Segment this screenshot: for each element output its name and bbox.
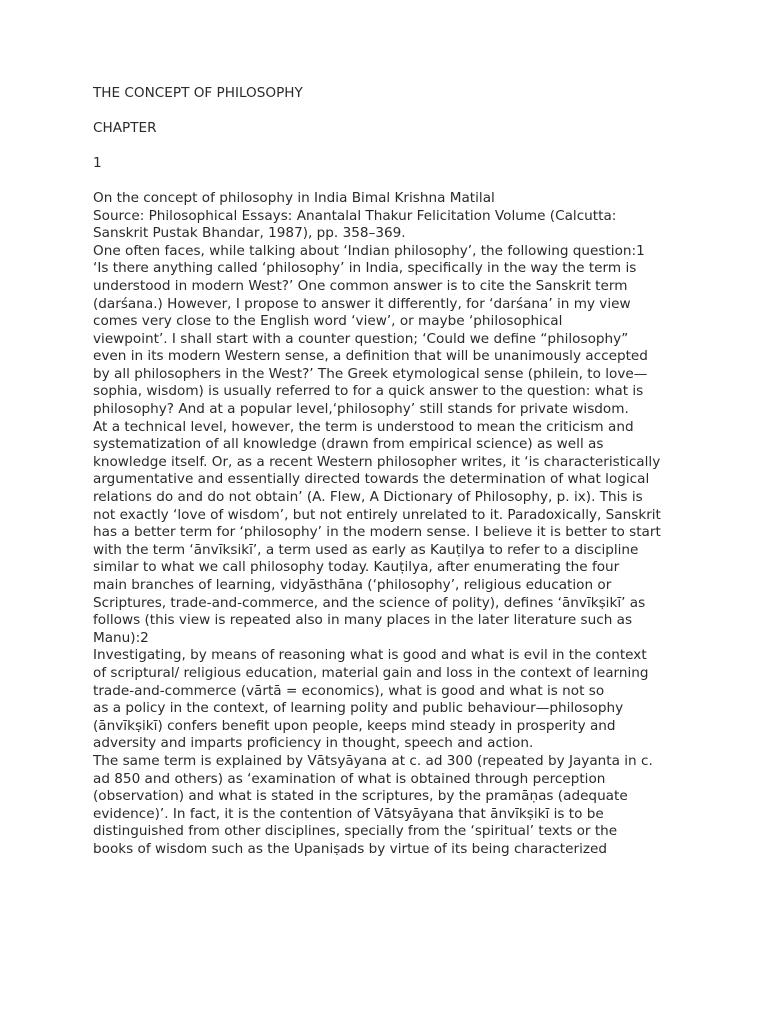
chapter-label: CHAPTER: [93, 119, 157, 136]
paragraph-line: books of wisdom such as the Upaniṣads by virtue of its being characterized: [93, 840, 607, 857]
source-citation: [93, 208, 683, 243]
paragraph-line: viewpoint’. I shall start with a counter question; ‘Could we define “philosophy”: [93, 330, 629, 347]
paragraph-line: distinguished from other disciplines, specially from the ‘spiritual’ texts or the: [93, 823, 618, 840]
paragraph-line: similar to what we call philosophy today. Kauṭilya, after enumerating the four: [93, 559, 620, 576]
chapter-heading: On the concept of philosophy in India Bimal Krishna Matilal: [93, 189, 495, 206]
paragraph-line: knowledge itself. Or, as a recent Western philosopher writes, it ‘is characteristically: [93, 453, 661, 470]
paragraph-line: of scriptural/ religious education, material gain and loss in the context of learning: [93, 664, 649, 681]
paragraph-line: (darśana.) However, I propose to answer it differently, for ‘darśana’ in my view: [93, 295, 631, 312]
paragraph-line: trade-and-commerce (vārtā = economics), what is good and what is not so: [93, 682, 605, 699]
paragraph-line: main branches of learning, vidyāsthāna (‘philosophy’, religious education or: [93, 577, 612, 594]
paragraph-line: follows (this view is repeated also in many places in the later literature such as: [93, 612, 633, 629]
chapter-number: 1: [93, 154, 102, 171]
paragraph-line: (ānvīkṣikī) confers benefit upon people, keeps mind steady in prosperity and: [93, 717, 616, 734]
paragraph-line: relations do and do not obtain’ (A. Flew, A Dictionary of Philosophy, p. ix). This is: [93, 489, 643, 506]
paragraph-line: adversity and imparts proficiency in thought, speech and action.: [93, 735, 534, 752]
paragraph-line: At a technical level, however, the term is understood to mean the criticism and: [93, 418, 634, 435]
paragraph-line: has a better term for ‘philosophy’ in the modern sense. I believe it is better to start: [93, 524, 661, 541]
paragraph-line: with the term ‘ānvīksikī’, a term used as early as Kauṭilya to refer to a discipline: [93, 541, 639, 558]
paragraph-2: [93, 647, 683, 753]
paragraph-line: philosophy? And at a popular level,‘philosophy’ still stands for private wisdom.: [93, 401, 629, 418]
paragraph-line: (observation) and what is stated in the scriptures, by the pramāṇas (adequate: [93, 788, 628, 805]
paragraph-line: argumentative and essentially directed towards the determination of what logical: [93, 471, 650, 488]
source-line: Sanskrit Pustak Bhandar, 1987), pp. 358–369.: [93, 225, 406, 242]
paragraph-line: Manu):2: [93, 629, 149, 646]
paragraph-line: ‘Is there anything called ‘philosophy’ in India, specifically in the way the term is: [93, 260, 637, 277]
paragraph-line: comes very close to the English word ‘view’, or maybe ‘philosophical: [93, 313, 563, 330]
source-line: Source: Philosophical Essays: Anantalal Thakur Felicitation Volume (Calcutta:: [93, 207, 617, 224]
paragraph-line: One often faces, while talking about ‘Indian philosophy’, the following question:1: [93, 242, 645, 259]
paragraph-line: not exactly ‘love of wisdom’, but not entirely unrelated to it. Paradoxically, Sanskrit: [93, 506, 661, 523]
paragraph-1: [93, 243, 683, 648]
document-page: [93, 85, 683, 859]
paragraph-line: understood in modern West?’ One common answer is to cite the Sanskrit term: [93, 277, 628, 294]
paragraph-line: systematization of all knowledge (drawn from empirical science) as well as: [93, 436, 604, 453]
paragraph-line: even in its modern Western sense, a definition that will be unanimously accepted: [93, 348, 648, 365]
paragraph-line: The same term is explained by Vātsyāyana at c. ad 300 (repeated by Jayanta in c.: [93, 752, 653, 769]
document-title: THE CONCEPT OF PHILOSOPHY: [93, 85, 303, 101]
paragraph-line: Investigating, by means of reasoning what is good and what is evil in the context: [93, 647, 647, 664]
paragraph-line: sophia, wisdom) is usually referred to for a quick answer to the question: what is: [93, 383, 644, 400]
paragraph-line: as a policy in the context, of learning polity and public behaviour—philosophy: [93, 700, 624, 717]
paragraph-line: by all philosophers in the West?’ The Greek etymological sense (philein, to love—: [93, 365, 648, 382]
paragraph-3: [93, 753, 683, 859]
paragraph-line: ad 850 and others) as ‘examination of what is obtained through perception: [93, 770, 606, 787]
paragraph-line: Scriptures, trade-and-commerce, and the science of polity), defines ‘ānvīkṣikī’ as: [93, 594, 646, 611]
paragraph-line: evidence)’. In fact, it is the contention of Vātsyāyana that ānvīkṣikī is to be: [93, 805, 604, 822]
